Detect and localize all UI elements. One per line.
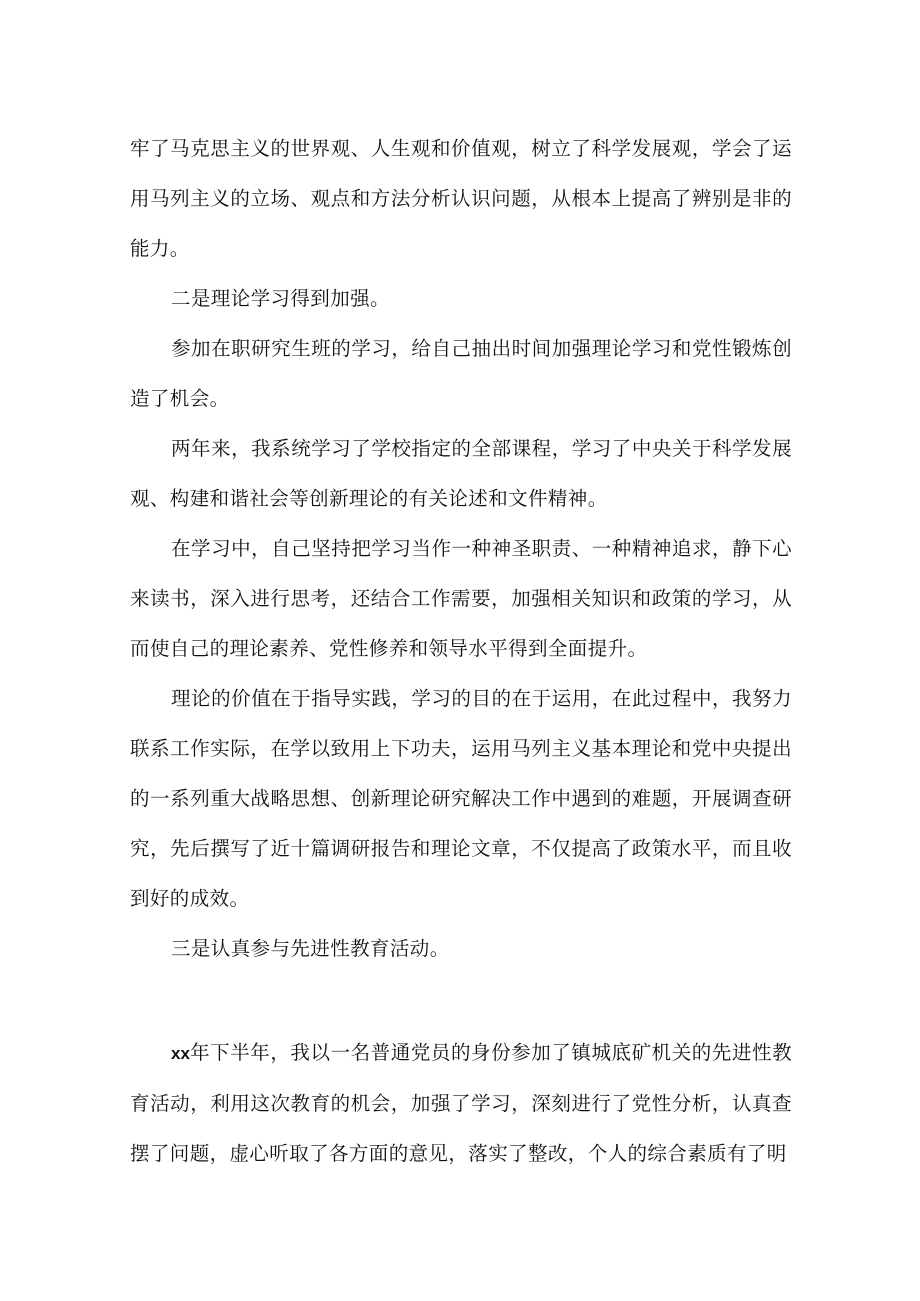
paragraph-education-text: 年下半年，我以一名普通党员的身份参加了镇城底矿机关的先进性教育活动，利用这次教育的机会，加强了学习，深刻进行了党性分析，认真查摆了问题，虚心听取了各方面的意见，落实了整改，个人的综合素质有了明 — [130, 1041, 792, 1165]
heading-education-activity: 三是认真参与先进性教育活动。 — [171, 937, 450, 960]
paragraph-education-activity — [130, 1028, 792, 1179]
paragraph-theory-practice: 理论的价值在于指导实践，学习的目的在于运用，在此过程中，我努力联系工作实际，在学以致用上下功夫，运用马列主义基本理论和党中央提出的一系列重大战略思想、创新理论研究解决工作中遇到的难题，开展调查研究，先后撰写了近十篇调研报告和理论文章，不仅提高了政策水平，而且收到好的成效。 — [130, 687, 792, 910]
year-placeholder: xx — [171, 1044, 190, 1063]
paragraph-study-attitude: 在学习中，自己坚持把学习当作一种神圣职责、一种精神追求，静下心来读书，深入进行思考，还结合工作需要，加强相关知识和政策的学习，从而使自己的理论素养、党性修养和领导水平得到全面提升。 — [130, 537, 792, 660]
heading-theory-study: 二是理论学习得到加强。 — [171, 287, 390, 310]
paragraph-graduate-class: 参加在职研究生班的学习，给自己抽出时间加强理论学习和党性锻炼创造了机会。 — [130, 337, 792, 410]
paragraph-worldview: 牢了马克思主义的世界观、人生观和价值观，树立了科学发展观，学会了运用马列主义的立场、观点和方法分析认识问题，从根本上提高了辨别是非的能力。 — [130, 137, 792, 260]
paragraph-two-years: 两年来，我系统学习了学校指定的全部课程，学习了中央关于科学发展观、构建和谐社会等创新理论的有关论述和文件精神。 — [130, 437, 792, 510]
